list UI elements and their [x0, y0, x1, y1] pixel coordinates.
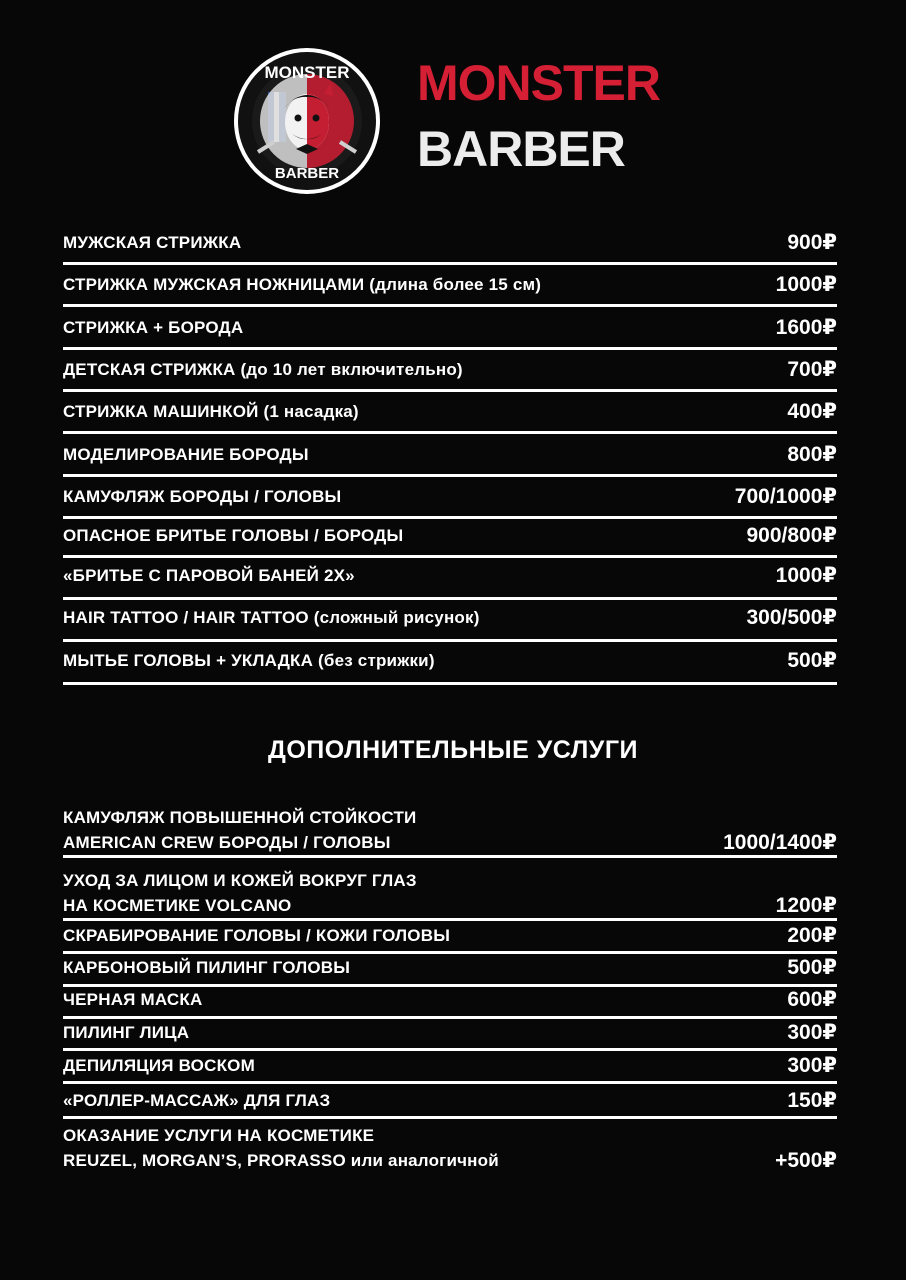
extra-service-price: 1000/1400₽ [723, 831, 837, 854]
service-name [63, 484, 341, 509]
logo-top-text: MONSTER [264, 63, 350, 82]
service-divider [63, 555, 837, 558]
service-price: 300/500₽ [746, 606, 837, 629]
service-row [63, 356, 837, 382]
service-divider [63, 682, 837, 685]
extra-service-price: 600₽ [787, 988, 837, 1011]
extra-service-row [63, 1019, 837, 1045]
extra-service-name-line: УХОД ЗА ЛИЦОМ И КОЖЕЙ ВОКРУГ ГЛАЗ [63, 871, 417, 890]
service-price: 900/800₽ [746, 524, 837, 547]
service-name [63, 523, 403, 548]
service-name-line: СТРИЖКА + БОРОДА [63, 318, 244, 337]
logo [234, 48, 380, 194]
service-name [63, 605, 480, 630]
service-name-line: СТРИЖКА МУЖСКАЯ НОЖНИЦАМИ (длина более 15 см) [63, 275, 542, 294]
service-divider [63, 389, 837, 392]
extra-service-price: 300₽ [787, 1054, 837, 1077]
extra-service-price: 1200₽ [775, 894, 837, 917]
extra-service-name [63, 1020, 189, 1045]
service-name [63, 563, 355, 588]
extra-service-price: 200₽ [787, 924, 837, 947]
extra-service-price: +500₽ [775, 1149, 837, 1172]
extra-service-name [63, 805, 416, 855]
extra-service-name-line-2: AMERICAN CREW БОРОДЫ / ГОЛОВЫ [63, 833, 391, 852]
service-divider [63, 262, 837, 265]
service-name-line: МОДЕЛИРОВАНИЕ БОРОДЫ [63, 445, 309, 464]
service-price: 400₽ [787, 400, 837, 423]
service-price: 700/1000₽ [734, 485, 837, 508]
service-row [63, 271, 837, 297]
extra-service-row [63, 1052, 837, 1078]
service-row [63, 398, 837, 424]
service-row [63, 522, 837, 548]
service-row [63, 314, 837, 340]
extra-service-name [63, 987, 202, 1012]
extra-service-name [63, 923, 450, 948]
extra-service-divider [63, 918, 837, 921]
service-name [63, 648, 435, 673]
service-row [63, 604, 837, 630]
service-price: 1000₽ [775, 564, 837, 587]
extra-service-row [63, 866, 837, 918]
service-name [63, 230, 241, 255]
service-name [63, 442, 309, 467]
extra-service-name-line: СКРАБИРОВАНИЕ ГОЛОВЫ / КОЖИ ГОЛОВЫ [63, 926, 451, 945]
service-row [63, 229, 837, 255]
service-divider [63, 474, 837, 477]
extra-service-name [63, 955, 350, 980]
extra-service-divider [63, 1116, 837, 1119]
service-name-line: КАМУФЛЯЖ БОРОДЫ / ГОЛОВЫ [63, 487, 342, 506]
brand-title-barber: BARBER [417, 121, 625, 177]
extra-service-name-line-2: REUZEL, MORGAN’S, PRORASSO или аналогичной [63, 1151, 499, 1170]
extra-service-divider [63, 1048, 837, 1051]
service-divider [63, 639, 837, 642]
extra-service-name-line: «РОЛЛЕР-МАССАЖ» ДЛЯ ГЛАЗ [63, 1091, 331, 1110]
extra-service-price: 500₽ [787, 956, 837, 979]
service-name-line: МУЖСКАЯ СТРИЖКА [63, 233, 242, 252]
service-price: 500₽ [787, 649, 837, 672]
service-divider [63, 516, 837, 519]
extra-service-name [63, 1123, 499, 1173]
service-name-line: «БРИТЬЕ С ПАРОВОЙ БАНЕЙ 2Х» [63, 566, 355, 585]
service-name [63, 315, 243, 340]
extra-service-price: 150₽ [787, 1089, 837, 1112]
service-divider [63, 431, 837, 434]
extra-service-divider [63, 855, 837, 858]
service-price: 800₽ [787, 443, 837, 466]
extra-services-title: ДОПОЛНИТЕЛЬНЫЕ УСЛУГИ [268, 736, 638, 764]
extra-service-row [63, 1087, 837, 1113]
service-name [63, 357, 463, 382]
extra-service-name [63, 868, 417, 918]
logo-bottom-text: BARBER [274, 165, 340, 182]
extra-service-name-line-2: НА КОСМЕТИКЕ VOLCANO [63, 896, 292, 915]
extra-service-row [63, 922, 837, 948]
extra-service-price: 300₽ [787, 1021, 837, 1044]
service-divider [63, 304, 837, 307]
service-name-line: МЫТЬЕ ГОЛОВЫ + УКЛАДКА (без стрижки) [63, 651, 435, 670]
extra-service-name-line: ЧЕРНАЯ МАСКА [63, 990, 203, 1009]
service-name-line: ДЕТСКАЯ СТРИЖКА (до 10 лет включительно) [63, 360, 463, 379]
service-divider [63, 597, 837, 600]
service-price: 1000₽ [775, 273, 837, 296]
service-row [63, 562, 837, 588]
extra-service-name [63, 1053, 255, 1078]
service-divider [63, 347, 837, 350]
service-name-line: ОПАСНОЕ БРИТЬЕ ГОЛОВЫ / БОРОДЫ [63, 526, 404, 545]
service-name-line: СТРИЖКА МАШИНКОЙ (1 насадка) [63, 402, 359, 421]
header [0, 0, 906, 200]
extra-service-divider [63, 1081, 837, 1084]
service-name [63, 399, 359, 424]
extra-service-name-line: ПИЛИНГ ЛИЦА [63, 1023, 190, 1042]
brand-title-monster: MONSTER [417, 55, 660, 111]
extra-service-name-line: КАРБОНОВЫЙ ПИЛИНГ ГОЛОВЫ [63, 958, 351, 977]
service-price: 1600₽ [775, 316, 837, 339]
service-price: 700₽ [787, 358, 837, 381]
service-row [63, 483, 837, 509]
service-row [63, 647, 837, 673]
service-name-line: HAIR TATTOO / HAIR TATTOO (сложный рисунок) [63, 608, 480, 627]
extra-service-name [63, 1088, 330, 1113]
service-price: 900₽ [787, 231, 837, 254]
extra-service-name-line: ДЕПИЛЯЦИЯ ВОСКОМ [63, 1056, 255, 1075]
extra-service-row [63, 1121, 837, 1173]
extra-service-row [63, 986, 837, 1012]
extra-service-row [63, 954, 837, 980]
extra-service-name-line: ОКАЗАНИЕ УСЛУГИ НА КОСМЕТИКЕ [63, 1126, 375, 1145]
extra-service-row [63, 803, 837, 855]
service-row [63, 441, 837, 467]
extra-service-name-line: КАМУФЛЯЖ ПОВЫШЕННОЙ СТОЙКОСТИ [63, 808, 417, 827]
service-name [63, 272, 541, 297]
